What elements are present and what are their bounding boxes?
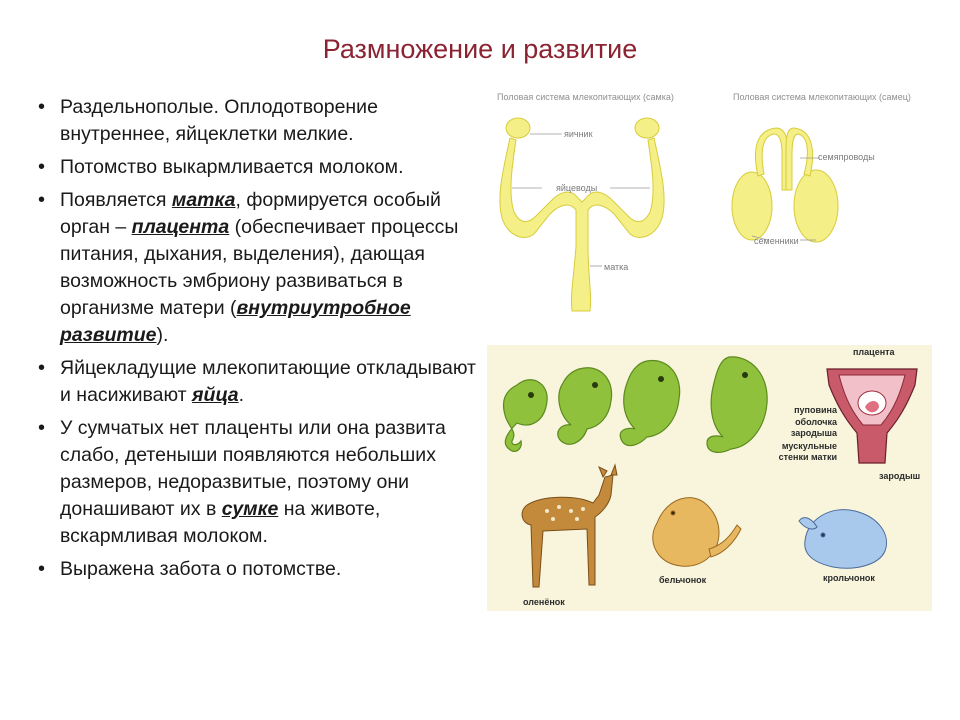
uterus-label: матка xyxy=(604,262,629,272)
oviducts-label: яйцеводы xyxy=(556,183,598,193)
bullet-text: (обеспечивает процессы питания, дыхания, выделения), дающая возможность эмбриону развиваться в организме матери ( xyxy=(60,216,459,319)
embryo-stage-1 xyxy=(504,380,548,452)
development-illustration xyxy=(487,345,932,611)
bullet-text: , формируется особый орган – xyxy=(60,189,441,238)
female-figure-title: Половая система млекопитающих (самка) xyxy=(497,92,674,102)
embryo-label: зародыш xyxy=(879,471,921,481)
key-term: яйца xyxy=(192,384,239,406)
bullet-item xyxy=(36,187,480,349)
umbilical-cord-label: пуповина xyxy=(794,405,837,415)
embryo-stage-2 xyxy=(558,368,612,444)
ovary-label: яичник xyxy=(564,129,593,139)
bullet-item xyxy=(36,556,480,583)
testes-label: семенники xyxy=(754,236,799,246)
squirrel-label: бельчонок xyxy=(659,575,707,585)
development-panel xyxy=(487,345,932,611)
bullet-text: ). xyxy=(156,324,169,346)
bullet-item xyxy=(36,415,480,550)
fawn-illustration xyxy=(522,465,617,587)
bullet-text: Раздельнополые. Оплодотворение внутреннее, яйцеклетки мелкие. xyxy=(60,96,378,145)
bullet-text: Яйцекладущие млекопитающие откладывают и насиживают xyxy=(60,357,476,406)
fawn-label: оленёнок xyxy=(523,597,565,607)
placenta-label: плацента xyxy=(853,347,895,357)
key-term: плацента xyxy=(131,216,230,238)
slide-title: Размножение и развитие xyxy=(322,34,638,64)
bullet-item xyxy=(36,154,480,181)
bullet-text: У сумчатых нет плаценты или она развита слабо, детеныши появляются небольших размеров, недоразвитые, поэтому они донашивают их в xyxy=(60,417,446,520)
bullet-text: . xyxy=(238,384,245,406)
key-term: сумке xyxy=(221,498,279,520)
uterus-muscle-label: мускульные стенки матки xyxy=(778,441,837,462)
bullet-text: Появляется xyxy=(60,189,172,211)
embryo-stage-3 xyxy=(620,360,679,445)
bullet-text: на животе, вскармливая молоком. xyxy=(60,498,381,547)
membrane-label: оболочка зародыша xyxy=(790,417,837,438)
squirrel-illustration xyxy=(653,498,741,567)
bullet-list xyxy=(36,94,480,589)
bullet-text: Потомство выкармливается молоком. xyxy=(60,156,404,178)
vas-deferens-label: семяпроводы xyxy=(818,152,875,162)
rabbit-label: крольчонок xyxy=(823,573,875,583)
rabbit-illustration xyxy=(799,510,887,569)
bullet-item xyxy=(36,94,480,148)
male-system-diagram xyxy=(728,120,848,250)
male-figure-title: Половая система млекопитающих (самец) xyxy=(733,92,911,102)
key-term: матка xyxy=(171,189,236,211)
key-term: внутриутробное развитие xyxy=(60,297,411,346)
bullet-item xyxy=(36,355,480,409)
bullet-text: Выражена забота о потомстве. xyxy=(60,558,342,580)
